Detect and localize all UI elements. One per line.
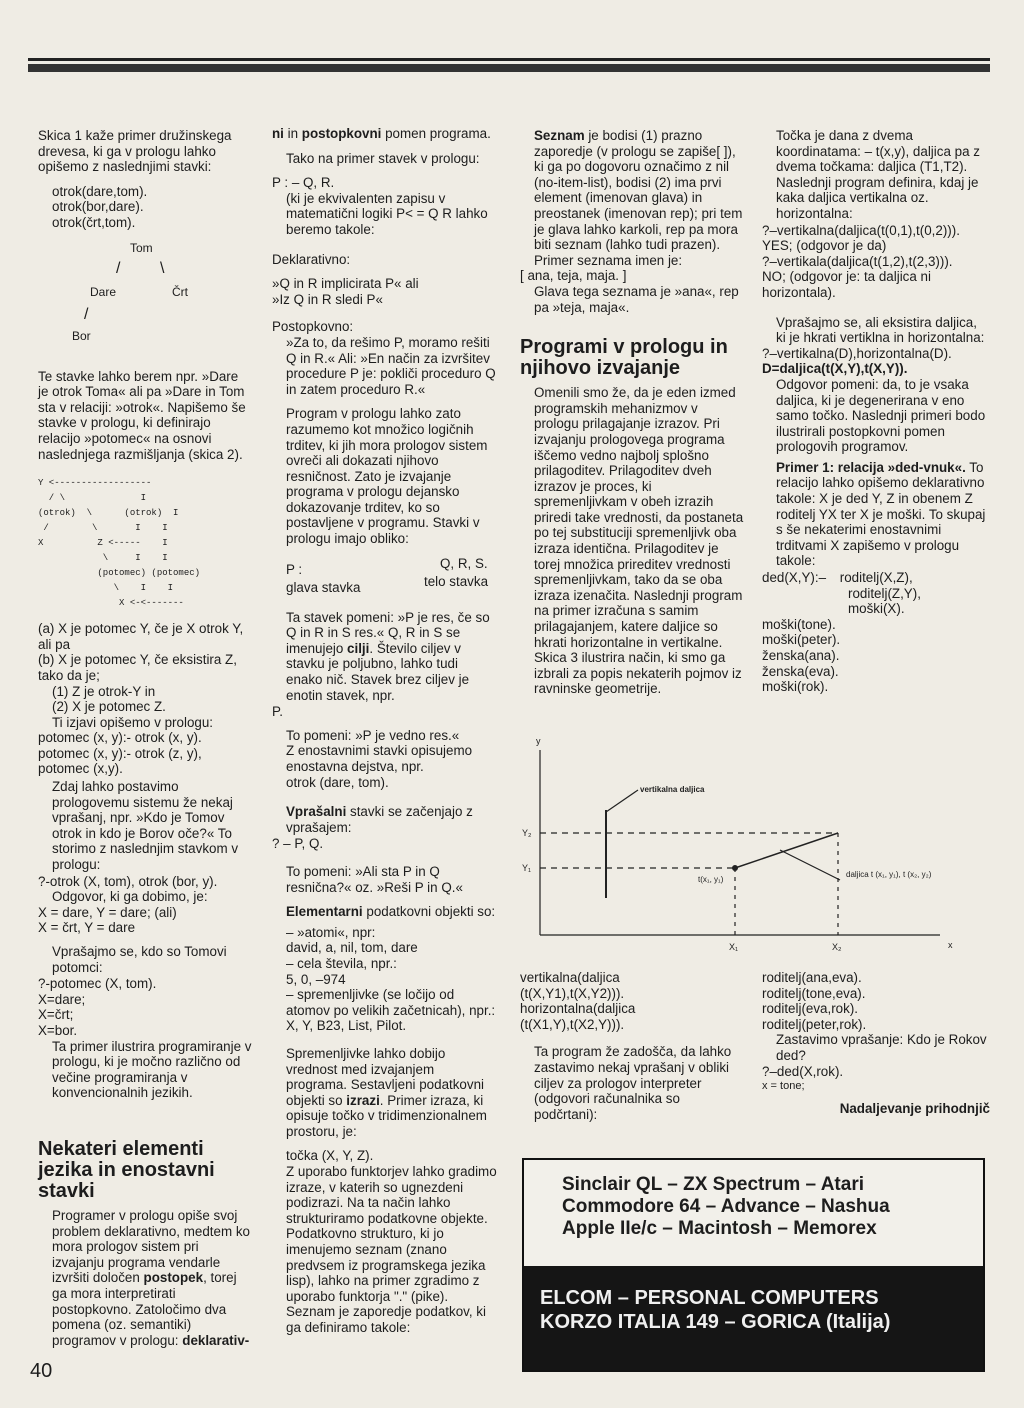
code-line: YES; (odgovor je da) <box>762 238 887 254</box>
code-line: roditelj(Z,Y), <box>848 585 921 601</box>
col1-paragraph: Skica 1 kaže primer družinskega drevesa, ki ga v prologu lahko opišemo z naslednjimi stavki: <box>38 128 232 175</box>
bold-term: Primer 1: relacija »ded-vnuk«. <box>776 459 966 475</box>
text-run: stavki se začenjajo z vprašajem: <box>286 804 473 835</box>
fact-line: moški(peter). <box>762 632 841 648</box>
bold-term: cilji <box>347 640 370 656</box>
col3-paragraph: Glava tega seznama je »ana«, rep pa »teja, maja«. <box>534 283 739 315</box>
ad-line: Apple IIe/c – Macintosh – Memorex <box>562 1218 877 1239</box>
example-line: P. <box>272 704 283 720</box>
col1-line: (b) X je potomec Y, če eksistira Z, tako da je; <box>38 652 237 683</box>
geometry-sketch <box>520 730 970 960</box>
tree-edge: \ <box>160 259 165 277</box>
column-4-bottom <box>762 970 990 1116</box>
vertical-segment-label: vertikalna daljica <box>640 785 705 794</box>
list-item: – cela števila, npr.: <box>286 955 397 971</box>
answer-line: X = dare, Y = dare; (ali) <box>38 904 177 920</box>
y1-label: Y₁ <box>522 863 532 873</box>
col4-paragraph: Vprašajmo se, ali eksistira daljica, ki je hkrati vertiklna in horizontalna: <box>776 314 985 346</box>
code-line: (t(X,Y1),t(X,Y2))). <box>520 985 625 1001</box>
col1-paragraph: Te stavke lahko berem npr. »Dare je otrok Toma« ali pa »Dare in Tom sta v relaciji: »otrok«. Napišemo še stavke v prologu, ki definirajo relacijo »potomec« na osnovi naslednjega razmišljanja (skica 2). <box>38 368 246 462</box>
code-line: X=črt; <box>38 1007 74 1023</box>
clause-head: P : <box>286 561 303 577</box>
code-line: X=bor. <box>38 1022 78 1038</box>
col2-paragraph: Z uporabo funktorjev lahko gradimo izraze, v katerih so ugnezdeni podizrazi. Na ta način lahko strukturiramo podatkovne objekte. Podatkovno strukturo, ki jo imenujemo seznam (znano predvsem iz programskega jezika lisp), lahko na primer zgradimo z uporabo funktorja "." (pike). Seznam je zaporedje podatkov, ki ga definiramo takole: <box>286 1164 497 1335</box>
list-item: 5, 0, –974 <box>286 971 346 987</box>
col1-paragraph: Ta primer ilustrira programiranje v prologu, ki je močno različno od večine programiranja v konvencionalnih jezikih. <box>52 1038 252 1101</box>
answer-line: X = črt, Y = dare <box>38 920 136 936</box>
top-rule-thin <box>28 58 990 61</box>
label-leader <box>606 790 638 812</box>
code-line: ?–ded(X,rok). <box>762 1063 844 1079</box>
section-heading: Programi v prologu in njihovo izvajanje <box>520 336 728 380</box>
tree-node-dare: Dare <box>90 284 117 299</box>
x2-label: X₂ <box>832 942 842 952</box>
section-heading: Nekateri elementi jezika in enostavni stavki <box>38 1137 215 1202</box>
code-line: NO; (odgovor je: ta daljica ni horizontala). <box>762 269 931 300</box>
col1-paragraph: Zdaj lahko postavimo prologovemu sistemu že nekaj vprašanj, npr. »Kdo je Tomov otrok in kdo je Borov oče?« To storimo z naslednjim stavkom v prologu: <box>52 779 239 873</box>
text-run: ded(X,Y):– <box>762 570 827 586</box>
col3-paragraph: Ta program že zadošča, da lahko zastavimo nekaj vprašanj v obliki ciljev za prologov interpreter (odgovori računalnika so podčrtani): <box>534 1044 732 1122</box>
text-run: podatkovni objekti so: <box>362 904 496 920</box>
code-line: roditelj(ana,eva). <box>762 970 862 985</box>
label-leader <box>780 850 840 880</box>
col1-facts <box>38 184 252 231</box>
code-line: potomec (x,y). <box>38 761 123 777</box>
col2-paragraph: »Za to, da rešimo P, moramo rešiti Q in R.« Ali: »En način za izvršitev procedure P je: pokliči proceduro Q in zatem proceduro R.« <box>286 334 496 397</box>
col2-paragraph: Tako na primer stavek v prologu: <box>286 150 480 166</box>
point-label: t(x₁, y₁) <box>698 875 724 884</box>
clause-form <box>272 556 498 600</box>
fact-line: moški(rok). <box>762 679 829 695</box>
col2-paragraph <box>272 610 498 704</box>
text-run: To relacijo lahko opišemo deklarativno takole: X je ded Y, Z in obenem Z roditelj YX ter X je moški. To skupaj s še nekaterimi enostavnimi trditvami X zapišemo v prologu takole: <box>776 459 986 569</box>
bold-term: ni <box>272 126 284 141</box>
list-item: – »atomi«, npr: <box>286 924 376 940</box>
family-tree-sketch <box>38 231 252 381</box>
y2-label: Y₂ <box>522 828 532 838</box>
col3-paragraph: Omenili smo že, da je eden izmed programskih mehanizmov v prologu prilagajanje izrazov. Pri izvajanju prologovega programa iščemo vedno najbolj splošno prilagoditev. Prilagoditev dveh izrazov je proces, ki spremenljivkam v obeh izrazih priredi take vrednosti, da postaneta po tej substituciji spremenljivk oba izraza identična. Prilagoditev je torej množica prireditev vrednosti spremenljivkam, tako da se oba izraza izenačita. Naslednji program na primer izračuna s samim prilagajanjem, katere daljice so hkrati horizontalne in vertikalne. Skica 3 ilustrira način, ki smo ga izbrali za popis nekaterih pojmov iz ravninske geometrije. <box>534 385 744 697</box>
code-line: ?-otrok (X, tom), otrok (bor, y). <box>38 873 218 889</box>
column-4 <box>762 128 990 695</box>
top-rule-thick <box>28 64 990 72</box>
col1-line: (1) Z je otrok-Y in <box>52 683 156 699</box>
text-run: in <box>283 126 302 141</box>
col4-paragraph: Točka je dana z dvema koordinatama: – t(x,y), daljica pa z dvema točkama: daljica (T1,T2). Naslednji program definira, kdaj je kaka daljica vertikalna oz. horizontalna: <box>776 128 980 221</box>
text-run: Programer v prologu opiše svoj problem deklarativno, medtem ko mora prologov sistem pri izvajanju programa vendarle izvršiti določen <box>52 1207 250 1286</box>
code-line: ?–vertikala(daljica(t(1,2),t(2,3))). <box>762 253 953 269</box>
col2-label: Deklarativno: <box>272 251 351 267</box>
clause-body: Q, R, S. <box>440 555 488 571</box>
bold-term: izrazi <box>346 1092 380 1108</box>
col2-paragraph <box>272 904 498 920</box>
code-line: ?-potomec (X, tom). <box>38 976 157 992</box>
x1-label: X₁ <box>729 942 739 952</box>
tree-node-tom: Tom <box>130 240 153 255</box>
code-line: D=daljica(t(X,Y),t(X,Y)). <box>762 361 908 377</box>
list-item: – spremenljivke (se ločijo od atomov po velikih začetnicah), npr.: X, Y, B23, List, Pilot. <box>286 987 496 1034</box>
ad-line: ELCOM – PERSONAL COMPUTERS <box>540 1287 879 1309</box>
horizontal-segment-label: daljica t (x₁, y₁), t (x₂, y₂) <box>846 870 932 879</box>
col2-line: »Q in R implicirata P« ali <box>272 276 419 292</box>
code-line: roditelj(eva,rok). <box>762 1001 858 1017</box>
clause-body-label: telo stavka <box>424 573 489 589</box>
text-run: . Število ciljev v stavku je poljubno, lahko tudi enako nič. Stavek brez ciljev je enotin stavek, npr. <box>286 640 470 703</box>
code-line: potomec (x, y):- otrok (x, y). <box>38 730 202 746</box>
col2-paragraph: Program v prologu lahko zato razumemo kot množico logičnih trditev, ki jih mora prologov sistem ovreči ali dokazati njihovo resničnost. Zato je izvajanje programa v prologu dejansko dokazovanje trditev, ko so postavljene v programu. Stavki v prologu imajo obliko: <box>286 406 488 547</box>
col4-line: Zastavimo vprašanje: Kdo je Rokov ded? <box>776 1032 987 1063</box>
col3-line: Primer seznama imen je: <box>534 252 683 268</box>
text-run: , torej ga mora interpretirati postopkovno. Zatoločimo dva pomena (oz. semantiki) programov v prologu: <box>52 1270 237 1348</box>
tree-edge: / <box>116 259 121 277</box>
horizontal-segment <box>735 833 838 868</box>
col2-paragraph <box>272 126 498 142</box>
code-line: X=dare; <box>38 991 86 1007</box>
relation-sketch: Y <------------------ / \ I (otrok) \ (otrok) I / \ I I X Z <----- I \ I I (potomec) (potomec) \ I I X <-<------- <box>38 478 201 609</box>
column-1 <box>38 128 252 1357</box>
text-run: roditelj(X,Z), <box>839 570 913 586</box>
code-line: potomec (x, y):- otrok (z, y), <box>38 745 202 761</box>
col1-line: (2) X je potomec Z. <box>52 699 166 715</box>
fact-line: otrok(črt,tom). <box>52 214 136 230</box>
advertisement-box <box>522 1158 985 1372</box>
bold-term: postopkovni <box>301 126 382 141</box>
col2-paragraph: To pomeni: »Ali sta P in Q resnična?« oz. »Reši P in Q.« <box>286 863 463 895</box>
ad-brands <box>524 1160 983 1240</box>
tree-node-bor: Bor <box>72 328 91 343</box>
code-line <box>762 570 990 586</box>
text-run: pomen programa. <box>381 126 491 141</box>
col4-paragraph <box>762 460 990 569</box>
code-line: (t(X1,Y),t(X2,Y))). <box>520 1016 625 1032</box>
text-run: Ta stavek pomeni: »P je res, če so Q in R in S res.« Q, R in S se imenujejo <box>286 609 490 656</box>
example-line: točka (X, Y, Z). <box>286 1148 374 1164</box>
y-axis-label: y <box>536 736 541 746</box>
col4-paragraph: Odgovor pomeni: da, to je vsaka daljica, ki je degenerirana v eno samo točko. Naslednji primeri bodo ilustrirali postopkovni pomen prologovih programov. <box>776 376 986 455</box>
column-2 <box>272 126 498 1345</box>
list-example: [ ana, teja, maja. ] <box>520 268 627 284</box>
bold-term: Seznam <box>534 128 585 143</box>
fact-line: otrok(dare,tom). <box>52 183 148 199</box>
col1-paragraph <box>38 1208 252 1348</box>
clause-head-label: glava stavka <box>286 579 361 595</box>
col1-paragraph: Vprašajmo se, kdo so Tomovi potomci: <box>52 944 227 975</box>
point-t1 <box>732 865 738 871</box>
code-line: ?–vertikalna(D),horizontalna(D). <box>762 345 952 361</box>
tree-edge: / <box>84 305 89 323</box>
col1-line: Ti izjavi opišemo v prologu: <box>52 714 214 730</box>
fact-line: moški(tone). <box>762 616 836 632</box>
col2-paragraph: (ki je ekvivalenten zapisu v matematični logiki P< = Q R lahko beremo takole: <box>286 190 488 237</box>
ad-dealer-banner <box>524 1266 983 1370</box>
fact-line: ženska(eva). <box>762 663 839 679</box>
bold-term: Elementarni <box>286 904 363 920</box>
col2-label: Postopkovno: <box>272 319 354 335</box>
code-line: ?–vertikalna(daljica(t(0,1),t(0,2))). <box>762 222 960 238</box>
ad-line: Commodore 64 – Advance – Nashua <box>562 1196 890 1217</box>
fact-line: otrok(bor,dare). <box>52 199 144 215</box>
text-run: Spremenljivke lahko dobijo vrednost med izvajanjem programa. Sestavljeni podatkovni objekti so <box>286 1045 484 1108</box>
page-number: 40 <box>30 1360 53 1382</box>
x-axis-label: x <box>948 940 953 950</box>
tree-node-crt: Črt <box>172 284 188 299</box>
col1-line: (a) X je potomec Y, če je X otrok Y, ali pa <box>38 621 244 652</box>
list-item: david, a, nil, tom, dare <box>286 940 418 956</box>
code-line: x = tone; <box>762 1080 805 1093</box>
code-line: horizontalna(daljica <box>520 1001 636 1017</box>
text-run: . Primer izraza, ki opisuje točko v tridimenzionalnem prostoru, je: <box>286 1092 487 1139</box>
ad-line: Sinclair QL – ZX Spectrum – Atari <box>562 1174 864 1195</box>
ad-line: KORZO ITALIA 149 – GORICA (Italija) <box>540 1311 891 1333</box>
code-line: roditelj(peter,rok). <box>762 1016 867 1032</box>
col2-line: »Iz Q in R sledi P« <box>272 291 383 307</box>
col3-paragraph <box>520 128 746 253</box>
col2-line: To pomeni: »P je vedno res.« <box>286 727 460 743</box>
col2-paragraph <box>272 1046 498 1140</box>
code-line: moški(X). <box>848 601 905 617</box>
statement-line: P : – Q, R. <box>272 175 335 191</box>
code-line: roditelj(tone,eva). <box>762 985 866 1001</box>
bold-term: postopek <box>143 1270 204 1286</box>
example-line: otrok (dare, tom). <box>286 774 389 790</box>
column-3-bottom <box>520 970 746 1131</box>
bold-term: Vprašalni <box>286 804 347 820</box>
example-line: ? – P, Q. <box>272 836 324 852</box>
col1-line: Odgovor, ki ga dobimo, je: <box>52 889 208 905</box>
bold-term: deklarativ- <box>182 1332 250 1348</box>
code-line: vertikalna(daljica <box>520 970 620 985</box>
col2-paragraph <box>272 804 498 835</box>
col2-line: Z enostavnimi stavki opisujemo enostavna dejstva, npr. <box>286 743 473 774</box>
continued-note: Nadaljevanje prihodnjič <box>839 1100 990 1116</box>
column-3 <box>520 128 746 706</box>
fact-line: ženska(ana). <box>762 648 840 663</box>
text-run: je bodisi (1) prazno zaporedje (v prologu se zapiše[ ]), ki ga po dogovoru označimo z nil (no-item-list), bodisi (2) ima prvi element (imenovan glava) in preostanek (imenovan rep); pri tem je glava lahko karkoli, rep pa mora biti seznam (lahko tudi prazen). <box>534 128 743 253</box>
